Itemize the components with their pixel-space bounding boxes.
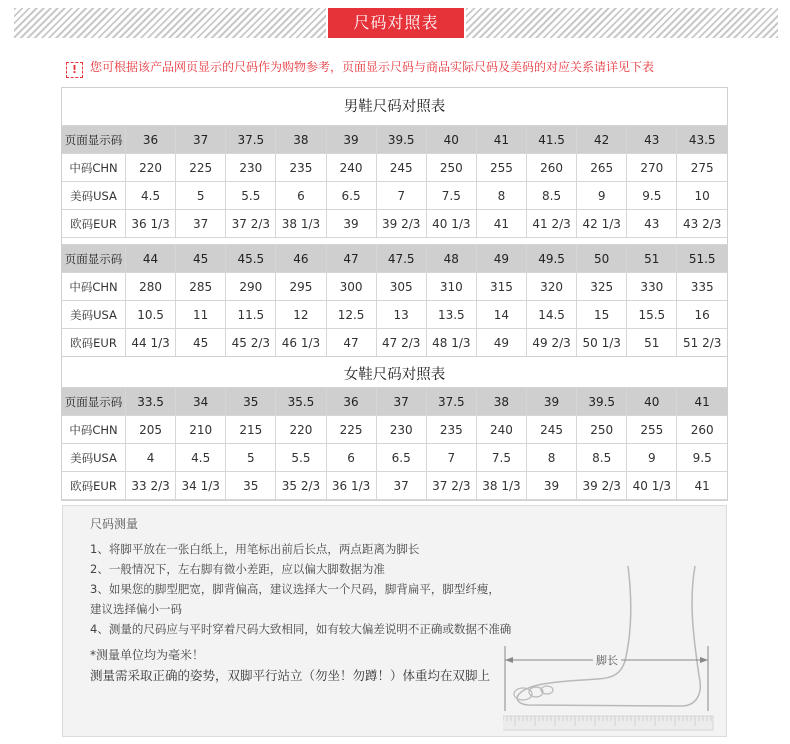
- women-table-cell: 9: [627, 444, 677, 472]
- men-block-separator: [62, 238, 727, 245]
- women-table-cell: 39 2/3: [577, 472, 627, 500]
- men-table-cell: 50: [577, 245, 627, 273]
- men-size-panel: [61, 87, 728, 358]
- women-table-cell: 35: [226, 472, 276, 500]
- men-table-cell: 290: [226, 273, 276, 301]
- men-table-cell: 7.5: [426, 182, 476, 210]
- women-table-cell: 8.5: [577, 444, 627, 472]
- men-table-row: [62, 182, 727, 210]
- men-block-gap: [62, 238, 727, 245]
- men-table-cell: 14.5: [527, 301, 577, 329]
- measure-title: 尺码测量: [90, 517, 139, 531]
- women-table-cell: 235: [426, 416, 476, 444]
- men-table-cell: 38: [276, 126, 326, 154]
- men-table-cell: 305: [376, 273, 426, 301]
- women-table-cell: 6.5: [376, 444, 426, 472]
- women-table-cell: 40 1/3: [627, 472, 677, 500]
- men-table-cell: 38 1/3: [276, 210, 326, 238]
- men-table-row: [62, 210, 727, 238]
- women-table-cell: 37: [376, 472, 426, 500]
- men-table-cell: 45: [176, 245, 226, 273]
- men-table-row-label: 美码USA: [62, 182, 126, 210]
- men-table-cell: 335: [677, 273, 727, 301]
- men-table-row: [62, 273, 727, 301]
- men-table-cell: 225: [176, 154, 226, 182]
- men-table-row: [62, 126, 727, 154]
- women-table-row: [62, 416, 727, 444]
- men-table-cell: 36: [126, 126, 176, 154]
- men-table-cell: 265: [577, 154, 627, 182]
- measure-line-3: 3、如果您的脚型肥宽，脚背偏高，建议选择大一个尺码，脚背扁平，脚型纤瘦，: [90, 582, 500, 596]
- men-table-cell: 51: [627, 329, 677, 357]
- men-table-cell: 51.5: [677, 245, 727, 273]
- women-table-cell: 9.5: [677, 444, 727, 472]
- men-table-cell: 43.5: [677, 126, 727, 154]
- women-table-cell: 220: [276, 416, 326, 444]
- men-table-cell: 255: [476, 154, 526, 182]
- measure-posture-note: 测量需采取正确的姿势，双脚平行站立（勿坐！勿蹲！）体重均在双脚上: [90, 668, 491, 683]
- men-table-cell: 5.5: [226, 182, 276, 210]
- men-table-row-label: 中码CHN: [62, 273, 126, 301]
- measure-line-1: 1、将脚平放在一张白纸上，用笔标出前后长点，两点距离为脚长: [90, 542, 420, 556]
- women-table-cell: 34 1/3: [176, 472, 226, 500]
- women-table-cell: 4.5: [176, 444, 226, 472]
- women-table-cell: 255: [627, 416, 677, 444]
- women-table-cell: 38 1/3: [476, 472, 526, 500]
- men-table-cell: 5: [176, 182, 226, 210]
- men-table-cell: 39: [326, 210, 376, 238]
- men-table-cell: 47.5: [376, 245, 426, 273]
- women-table-cell: 33.5: [126, 388, 176, 416]
- men-table-row-label: 美码USA: [62, 301, 126, 329]
- men-table-cell: 48: [426, 245, 476, 273]
- men-table-cell: 47: [326, 329, 376, 357]
- women-size-table: [62, 387, 727, 500]
- men-table-cell: 41.5: [527, 126, 577, 154]
- men-table-cell: 15: [577, 301, 627, 329]
- men-table-cell: 11.5: [226, 301, 276, 329]
- women-table-row: [62, 444, 727, 472]
- men-table-cell: 37: [176, 210, 226, 238]
- men-table-cell: 36 1/3: [126, 210, 176, 238]
- women-table-row: [62, 472, 727, 500]
- men-table-row-label: 页面显示码: [62, 126, 126, 154]
- men-table-cell: 6.5: [326, 182, 376, 210]
- men-table-cell: 13: [376, 301, 426, 329]
- men-table-cell: 47 2/3: [376, 329, 426, 357]
- women-table-cell: 245: [527, 416, 577, 444]
- men-table-cell: 39 2/3: [376, 210, 426, 238]
- men-table-cell: 15.5: [627, 301, 677, 329]
- men-table-cell: 48 1/3: [426, 329, 476, 357]
- men-table-cell: 41: [476, 210, 526, 238]
- foot-length-label: 脚长: [593, 652, 621, 668]
- men-table-cell: 37 2/3: [226, 210, 276, 238]
- men-table-cell: 320: [527, 273, 577, 301]
- men-table-cell: 37: [176, 126, 226, 154]
- men-table-cell: 11: [176, 301, 226, 329]
- women-table-cell: 225: [326, 416, 376, 444]
- men-table-cell: 49: [476, 245, 526, 273]
- men-table-cell: 315: [476, 273, 526, 301]
- men-table-cell: 47: [326, 245, 376, 273]
- men-table-cell: 230: [226, 154, 276, 182]
- men-table-row: [62, 329, 727, 357]
- men-table-cell: 39.5: [376, 126, 426, 154]
- women-table-title: 女鞋尺码对照表: [343, 367, 446, 383]
- women-table-cell: 215: [226, 416, 276, 444]
- women-table-cell: 41: [677, 388, 727, 416]
- women-table-row-label: 页面显示码: [62, 388, 126, 416]
- men-table-cell: 41: [476, 126, 526, 154]
- men-table-cell: 43 2/3: [677, 210, 727, 238]
- women-table-cell: 37 2/3: [426, 472, 476, 500]
- men-table-cell: 325: [577, 273, 627, 301]
- women-table-cell: 36 1/3: [326, 472, 376, 500]
- men-table-cell: 14: [476, 301, 526, 329]
- page-title: 尺码对照表: [328, 8, 464, 38]
- header-stripes-left: [14, 8, 326, 38]
- men-table-cell: 295: [276, 273, 326, 301]
- warning-icon: !: [66, 62, 83, 78]
- women-table-cell: 240: [476, 416, 526, 444]
- men-table-cell: 260: [527, 154, 577, 182]
- men-table-cell: 275: [677, 154, 727, 182]
- measure-line-2: 2、一般情况下，左右脚有微小差距，应以偏大脚数据为准: [90, 562, 385, 576]
- men-table-cell: 8.5: [527, 182, 577, 210]
- men-table-cell: 40 1/3: [426, 210, 476, 238]
- women-table-row-label: 欧码EUR: [62, 472, 126, 500]
- men-table-cell: 285: [176, 273, 226, 301]
- women-table-cell: 39: [527, 388, 577, 416]
- men-table-cell: 49: [476, 329, 526, 357]
- men-table-cell: 43: [627, 126, 677, 154]
- men-table-cell: 51 2/3: [677, 329, 727, 357]
- men-table-cell: 220: [126, 154, 176, 182]
- men-table-cell: 8: [476, 182, 526, 210]
- women-table-cell: 210: [176, 416, 226, 444]
- men-table-cell: 310: [426, 273, 476, 301]
- women-table-cell: 7.5: [476, 444, 526, 472]
- women-table-cell: 33 2/3: [126, 472, 176, 500]
- women-table-cell: 260: [677, 416, 727, 444]
- women-table-cell: 39.5: [577, 388, 627, 416]
- men-table-cell: 45.5: [226, 245, 276, 273]
- men-table-cell: 330: [627, 273, 677, 301]
- women-table-cell: 36: [326, 388, 376, 416]
- men-table-cell: 12.5: [326, 301, 376, 329]
- women-table-cell: 5: [226, 444, 276, 472]
- men-table-cell: 270: [627, 154, 677, 182]
- women-table-row-label: 中码CHN: [62, 416, 126, 444]
- women-table-cell: 4: [126, 444, 176, 472]
- men-table-row-label: 中码CHN: [62, 154, 126, 182]
- women-table-row-label: 美码USA: [62, 444, 126, 472]
- header-banner: [0, 8, 790, 38]
- women-size-panel: [61, 356, 728, 501]
- women-table-cell: 35: [226, 388, 276, 416]
- men-table-cell: 300: [326, 273, 376, 301]
- men-table-cell: 7: [376, 182, 426, 210]
- men-table-cell: 51: [627, 245, 677, 273]
- men-table-row: [62, 154, 727, 182]
- women-table-cell: 34: [176, 388, 226, 416]
- men-table-cell: 44: [126, 245, 176, 273]
- men-table-cell: 50 1/3: [577, 329, 627, 357]
- men-table-cell: 10.5: [126, 301, 176, 329]
- women-table-cell: 205: [126, 416, 176, 444]
- foot-illustration: [503, 566, 723, 736]
- men-table-cell: 37.5: [226, 126, 276, 154]
- women-table-cell: 35.5: [276, 388, 326, 416]
- men-table-cell: 45: [176, 329, 226, 357]
- men-table-cell: 10: [677, 182, 727, 210]
- men-table-title: 男鞋尺码对照表: [343, 99, 446, 115]
- women-table-cell: 37: [376, 388, 426, 416]
- women-table-cell: 5.5: [276, 444, 326, 472]
- men-table-cell: 245: [376, 154, 426, 182]
- men-table-row-label: 欧码EUR: [62, 329, 126, 357]
- men-table-cell: 45 2/3: [226, 329, 276, 357]
- men-table-cell: 49 2/3: [527, 329, 577, 357]
- men-table-cell: 16: [677, 301, 727, 329]
- women-table-cell: 38: [476, 388, 526, 416]
- men-table-cell: 41 2/3: [527, 210, 577, 238]
- women-table-cell: 7: [426, 444, 476, 472]
- notice-text: 您可根据该产品网页显示的尺码作为购物参考，页面显示尺码与商品实际尺码及美码的对应关系请详见下表: [90, 60, 655, 74]
- women-table-cell: 40: [627, 388, 677, 416]
- women-table-cell: 41: [677, 472, 727, 500]
- men-table-cell: 12: [276, 301, 326, 329]
- men-table-row-label: 页面显示码: [62, 245, 126, 273]
- foot-diagram: [503, 566, 723, 736]
- men-table-cell: 13.5: [426, 301, 476, 329]
- women-table-cell: 250: [577, 416, 627, 444]
- men-table-cell: 42: [577, 126, 627, 154]
- measure-box: [62, 505, 727, 737]
- measure-unit-note: *测量单位均为毫米！: [90, 648, 205, 662]
- women-table-cell: 35 2/3: [276, 472, 326, 500]
- men-table-cell: 39: [326, 126, 376, 154]
- women-table-cell: 8: [527, 444, 577, 472]
- women-table-cell: 39: [527, 472, 577, 500]
- men-table-cell: 235: [276, 154, 326, 182]
- measure-line-5: 4、测量的尺码应与平时穿着尺码大致相同，如有较大偏差说明不正确或数据不准确: [90, 622, 512, 636]
- notice: [66, 57, 654, 77]
- men-table-cell: 9.5: [627, 182, 677, 210]
- men-table-cell: 43: [627, 210, 677, 238]
- men-table-cell: 49.5: [527, 245, 577, 273]
- women-table-cell: 6: [326, 444, 376, 472]
- men-table-cell: 44 1/3: [126, 329, 176, 357]
- header-stripes-right: [466, 8, 778, 38]
- men-table-cell: 4.5: [126, 182, 176, 210]
- women-table-cell: 37.5: [426, 388, 476, 416]
- men-table-row: [62, 301, 727, 329]
- men-table-cell: 40: [426, 126, 476, 154]
- men-size-table: [62, 125, 727, 357]
- men-table-cell: 250: [426, 154, 476, 182]
- women-table-cell: 230: [376, 416, 426, 444]
- men-table-cell: 42 1/3: [577, 210, 627, 238]
- men-table-cell: 240: [326, 154, 376, 182]
- men-table-row: [62, 245, 727, 273]
- measure-line-4: 建议选择偏小一码: [90, 602, 182, 616]
- men-table-cell: 280: [126, 273, 176, 301]
- men-table-cell: 46 1/3: [276, 329, 326, 357]
- men-table-row-label: 欧码EUR: [62, 210, 126, 238]
- men-table-cell: 9: [577, 182, 627, 210]
- men-table-cell: 6: [276, 182, 326, 210]
- men-table-cell: 46: [276, 245, 326, 273]
- women-table-row: [62, 388, 727, 416]
